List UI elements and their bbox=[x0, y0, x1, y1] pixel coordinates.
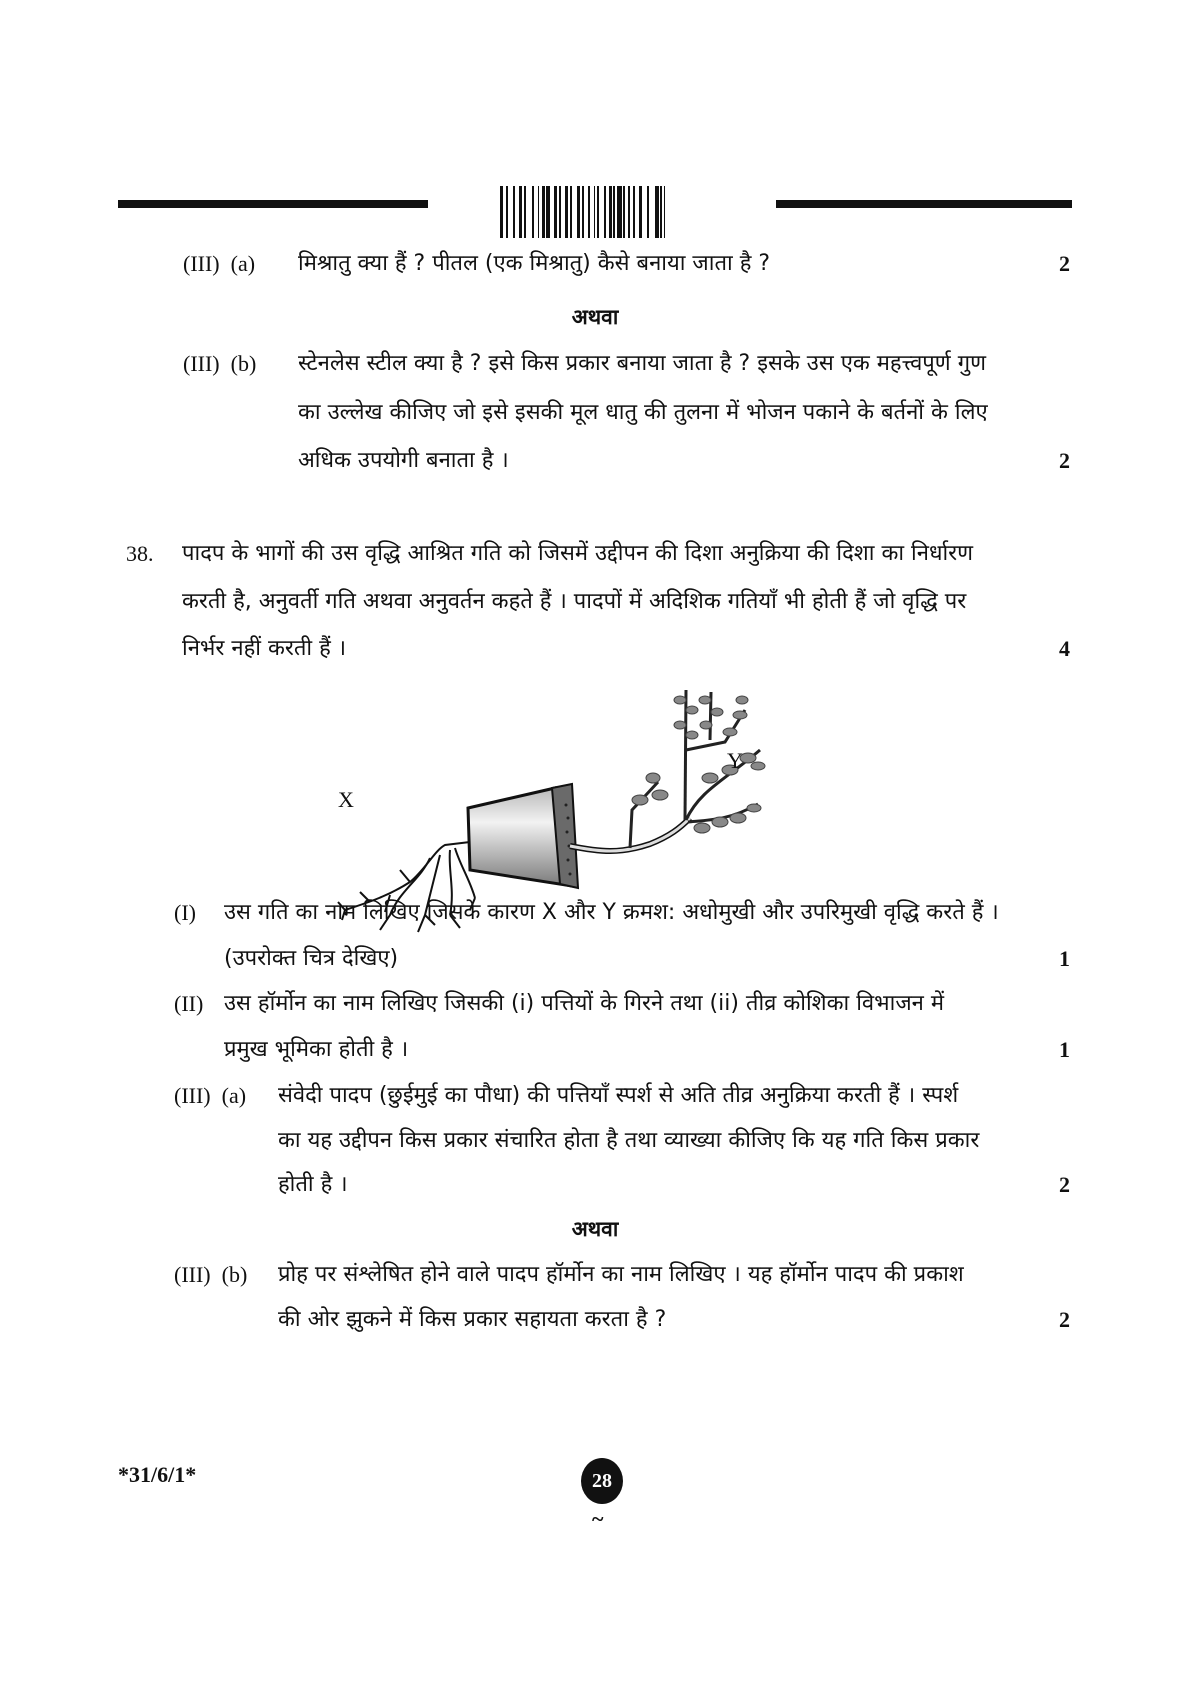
q38-part3b-line-1: प्रोह पर संश्लेषित होने वाले पादप हॉर्मोन का नाम लिखिए । यह हॉर्मोन पादप की प्रकाश bbox=[278, 1262, 964, 1287]
q38-part3a-label: (III) (a) bbox=[174, 1083, 247, 1108]
q37-part3a-text: मिश्रातु क्या हैं ? पीतल (एक मिश्रातु) कैसे बनाया जाता है ? bbox=[298, 251, 771, 276]
q38-part2-line-1: उस हॉर्मोन का नाम लिखिए जिसकी (i) पत्तियों के गिरने तथा (ii) तीव्र कोशिका विभाजन में bbox=[224, 991, 944, 1016]
header-rule-right bbox=[776, 200, 1072, 208]
footer-tilde-mark: ~ bbox=[592, 1506, 604, 1531]
q38-part1-line-1: उस गति का नाम लिखिए जिसके कारण X और Y क्रमश: अधोमुखी और उपरिमुखी वृद्धि करते हैं । bbox=[224, 900, 999, 925]
q38-stem-line-1: पादप के भागों की उस वृद्धि आश्रित गति को जिसमें उद्दीपन की दिशा अनुक्रिया की दिशा का निर्धारण bbox=[182, 541, 974, 566]
q38-part1-marks: 1 bbox=[1059, 946, 1070, 971]
q38-stem-line-2: करती है, अनुवर्ती गति अथवा अनुवर्तन कहते हैं । पादपों में अदिशिक गतियाँ भी होती हैं जो वृद्धि पर bbox=[182, 589, 967, 614]
q37-part3b-label: (III) (b) bbox=[183, 351, 257, 376]
paper-code: *31/6/1* bbox=[118, 1462, 197, 1487]
or-divider-2: अथवा bbox=[571, 1217, 619, 1241]
q37-part3b-line-1: स्टेनलेस स्टील क्या है ? इसे किस प्रकार बनाया जाता है ? इसके उस एक महत्त्वपूर्ण गुण bbox=[298, 351, 986, 376]
q38-part3b-marks: 2 bbox=[1059, 1307, 1070, 1332]
q38-part1-line-2: (उपरोक्त चित्र देखिए) bbox=[224, 946, 399, 971]
q38-part3b-line-2: की ओर झुकने में किस प्रकार सहायता करता है ? bbox=[278, 1307, 667, 1332]
q38-part1-label: (I) bbox=[174, 900, 196, 925]
q37-part3b-line-3: अधिक उपयोगी बनाता है । bbox=[298, 448, 509, 473]
q37-part3a-marks: 2 bbox=[1059, 251, 1070, 276]
q38-part3a-marks: 2 bbox=[1059, 1172, 1070, 1197]
q38-part3a-line-1: संवेदी पादप (छुईमुई का पौधा) की पत्तियाँ स्पर्श से अति तीव्र अनुक्रिया करती हैं । स्पर्श bbox=[278, 1083, 959, 1108]
q38-part3a-line-3: होती है । bbox=[278, 1172, 348, 1197]
header-rule-left bbox=[118, 200, 428, 208]
q37-part3a-label: (III) (a) bbox=[183, 251, 256, 276]
q38-part2-label: (II) bbox=[174, 991, 204, 1016]
page-number: 28 bbox=[592, 1469, 612, 1492]
q38-part2-line-2: प्रमुख भूमिका होती है । bbox=[224, 1037, 409, 1062]
q38-part3b-label: (III) (b) bbox=[174, 1262, 248, 1287]
barcode-icon bbox=[500, 186, 690, 238]
page-number-badge bbox=[581, 1458, 623, 1504]
or-divider-1: अथवा bbox=[571, 305, 619, 329]
q38-stem-line-3: निर्भर नहीं करती हैं । bbox=[182, 636, 347, 661]
figure-label-x: X bbox=[338, 787, 354, 812]
q38-marks: 4 bbox=[1059, 636, 1070, 661]
q38-number: 38. bbox=[126, 541, 154, 566]
q37-part3b-marks: 2 bbox=[1059, 448, 1070, 473]
figure-label-y: Y bbox=[727, 748, 743, 773]
q37-part3b-line-2: का उल्लेख कीजिए जो इसे इसकी मूल धातु की तुलना में भोजन पकाने के बर्तनों के लिए bbox=[298, 400, 988, 425]
q38-part3a-line-2: का यह उद्दीपन किस प्रकार संचारित होता है तथा व्याख्या कीजिए कि यह गति किस प्रकार bbox=[278, 1128, 980, 1153]
q38-part2-marks: 1 bbox=[1059, 1037, 1070, 1062]
